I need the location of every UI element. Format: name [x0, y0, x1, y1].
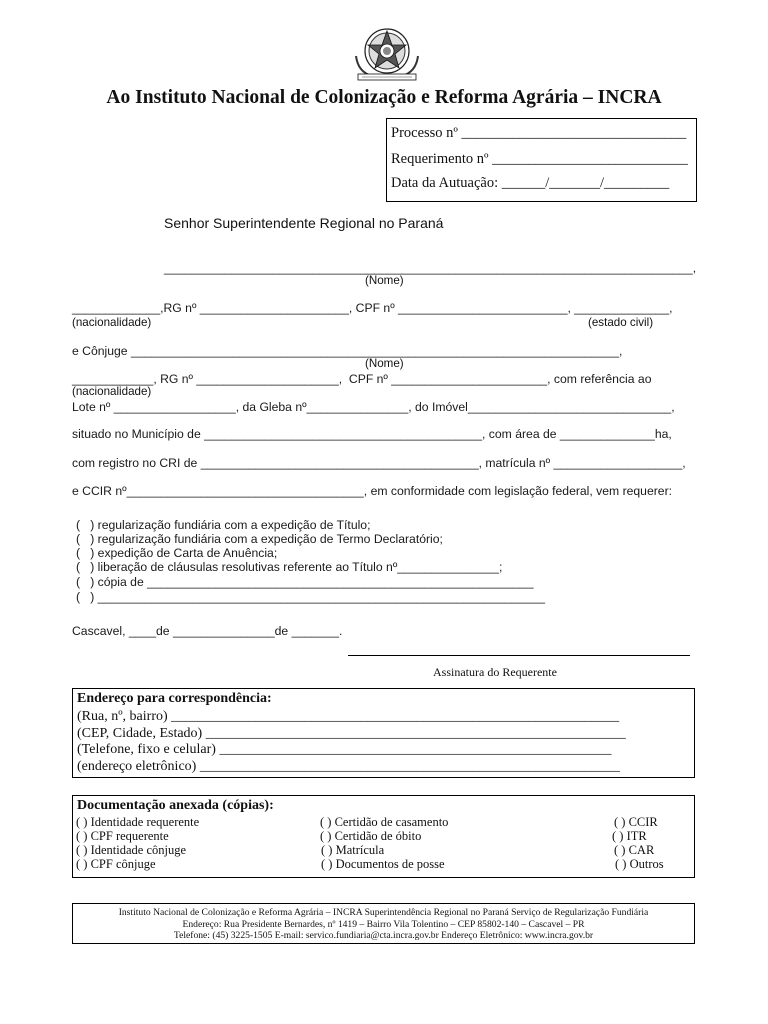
footer-address: Endereço: Rua Presidente Bernardes, nº 1419 – Bairro Vila Tolentino – CEP 85802-140 – Cascavel – PR — [182, 919, 585, 930]
signature-line[interactable] — [348, 655, 690, 656]
rg-cpf-field[interactable]: _____________,RG nº ______________________, CPF nº _________________________, ______________, — [72, 301, 673, 315]
doc-ccir[interactable]: ( ) CCIR — [614, 815, 658, 829]
conjuge-field[interactable]: e Cônjuge ________________________________________________________________________, — [72, 344, 623, 358]
data-autuacao-field[interactable]: Data da Autuação: ______/_______/_________ — [391, 175, 670, 191]
page-title: Ao Instituto Nacional de Colonização e Reforma Agrária – INCRA — [106, 87, 662, 108]
cri-field[interactable]: com registro no CRI de _________________________________________, matrícula nº ___________________, — [72, 456, 686, 470]
date-field[interactable]: Cascavel, ____de _______________de _______. — [72, 624, 343, 638]
cep-field[interactable]: (CEP, Cidade, Estado) ____________________________________________________________ — [77, 726, 626, 741]
correspondence-box — [72, 688, 695, 778]
email-field[interactable]: (endereço eletrônico) ____________________________________________________________ — [77, 759, 620, 774]
doc-itr[interactable]: ( ) ITR — [612, 829, 647, 843]
doc-documentos-posse[interactable]: ( ) Documentos de posse — [321, 857, 445, 871]
doc-identidade-requerente[interactable]: ( ) Identidade requerente — [76, 815, 200, 829]
doc-certidao-casamento[interactable]: ( ) Certidão de casamento — [320, 815, 449, 829]
nacionalidade-caption-2: (nacionalidade) — [72, 385, 152, 398]
option-termo[interactable]: ( ) regularização fundiária com a expedição de Termo Declaratório; — [76, 532, 443, 546]
telefone-field[interactable]: (Telefone, fixo e celular) ________________________________________________________ — [77, 742, 612, 757]
process-box — [386, 118, 697, 202]
name-field[interactable]: ______________________________________________________________________________, — [164, 261, 697, 275]
processo-field[interactable]: Processo nº _______________________________ — [391, 125, 687, 141]
footer — [72, 903, 695, 944]
option-titulo[interactable]: ( ) regularização fundiária com a expedição de Título; — [76, 518, 371, 532]
salutation: Senhor Superintendente Regional no Paraná — [164, 215, 444, 231]
nacionalidade-caption: (nacionalidade) — [72, 316, 152, 329]
documents-heading: Documentação anexada (cópias): — [77, 798, 274, 813]
ccir-field[interactable]: e CCIR nº___________________________________, em conformidade com legislação federal, vem requerer: — [72, 484, 673, 498]
doc-matricula[interactable]: ( ) Matrícula — [321, 843, 385, 857]
municipio-field[interactable]: situado no Município de _________________________________________, com área de ______________ha, — [72, 427, 672, 441]
doc-cpf-conjuge[interactable]: ( ) CPF cônjuge — [76, 857, 156, 871]
nome-caption-2: (Nome) — [365, 357, 404, 370]
rua-field[interactable]: (Rua, nº, bairro) ________________________________________________________________ — [77, 709, 620, 724]
rg-cpf-conjuge-field[interactable]: ____________, RG nº _____________________, CPF nº _______________________, com referência ao — [72, 372, 652, 386]
doc-certidao-obito[interactable]: ( ) Certidão de óbito — [320, 829, 422, 843]
lote-field[interactable]: Lote nº __________________, da Gleba nº_______________, do Imóvel______________________________, — [72, 400, 675, 414]
option-carta[interactable]: ( ) expedição de Carta de Anuência; — [76, 546, 278, 560]
option-outro[interactable]: ( ) __________________________________________________________________ — [76, 590, 546, 604]
correspondence-heading: Endereço para correspondência: — [77, 691, 272, 706]
brazil-coat-of-arms-icon — [348, 22, 426, 84]
doc-car[interactable]: ( ) CAR — [614, 843, 655, 857]
doc-identidade-conjuge[interactable]: ( ) Identidade cônjuge — [76, 843, 187, 857]
estado-civil-caption: (estado civil) — [588, 316, 654, 329]
doc-cpf-requerente[interactable]: ( ) CPF requerente — [76, 829, 169, 843]
documents-box — [72, 795, 695, 878]
signature-caption: Assinatura do Requerente — [433, 665, 557, 679]
doc-outros[interactable]: ( ) Outros — [615, 857, 664, 871]
footer-contact: Telefone: (45) 3225-1505 E-mail: servico.fundiaria@cta.incra.gov.br Endereço Eletrônico: www.incra.gov.br — [173, 930, 594, 941]
option-copia[interactable]: ( ) cópia de _________________________________________________________ — [76, 575, 534, 589]
footer-institution: Instituto Nacional de Colonização e Reforma Agrária – INCRA Superintendência Regional no Paraná Serviço de Regularização Fundiária — [118, 907, 649, 918]
requerimento-field[interactable]: Requerimento nº ___________________________ — [391, 151, 688, 167]
option-clausulas[interactable]: ( ) liberação de cláusulas resolutivas referente ao Título nº_______________; — [76, 560, 503, 574]
nome-caption: (Nome) — [365, 274, 404, 287]
